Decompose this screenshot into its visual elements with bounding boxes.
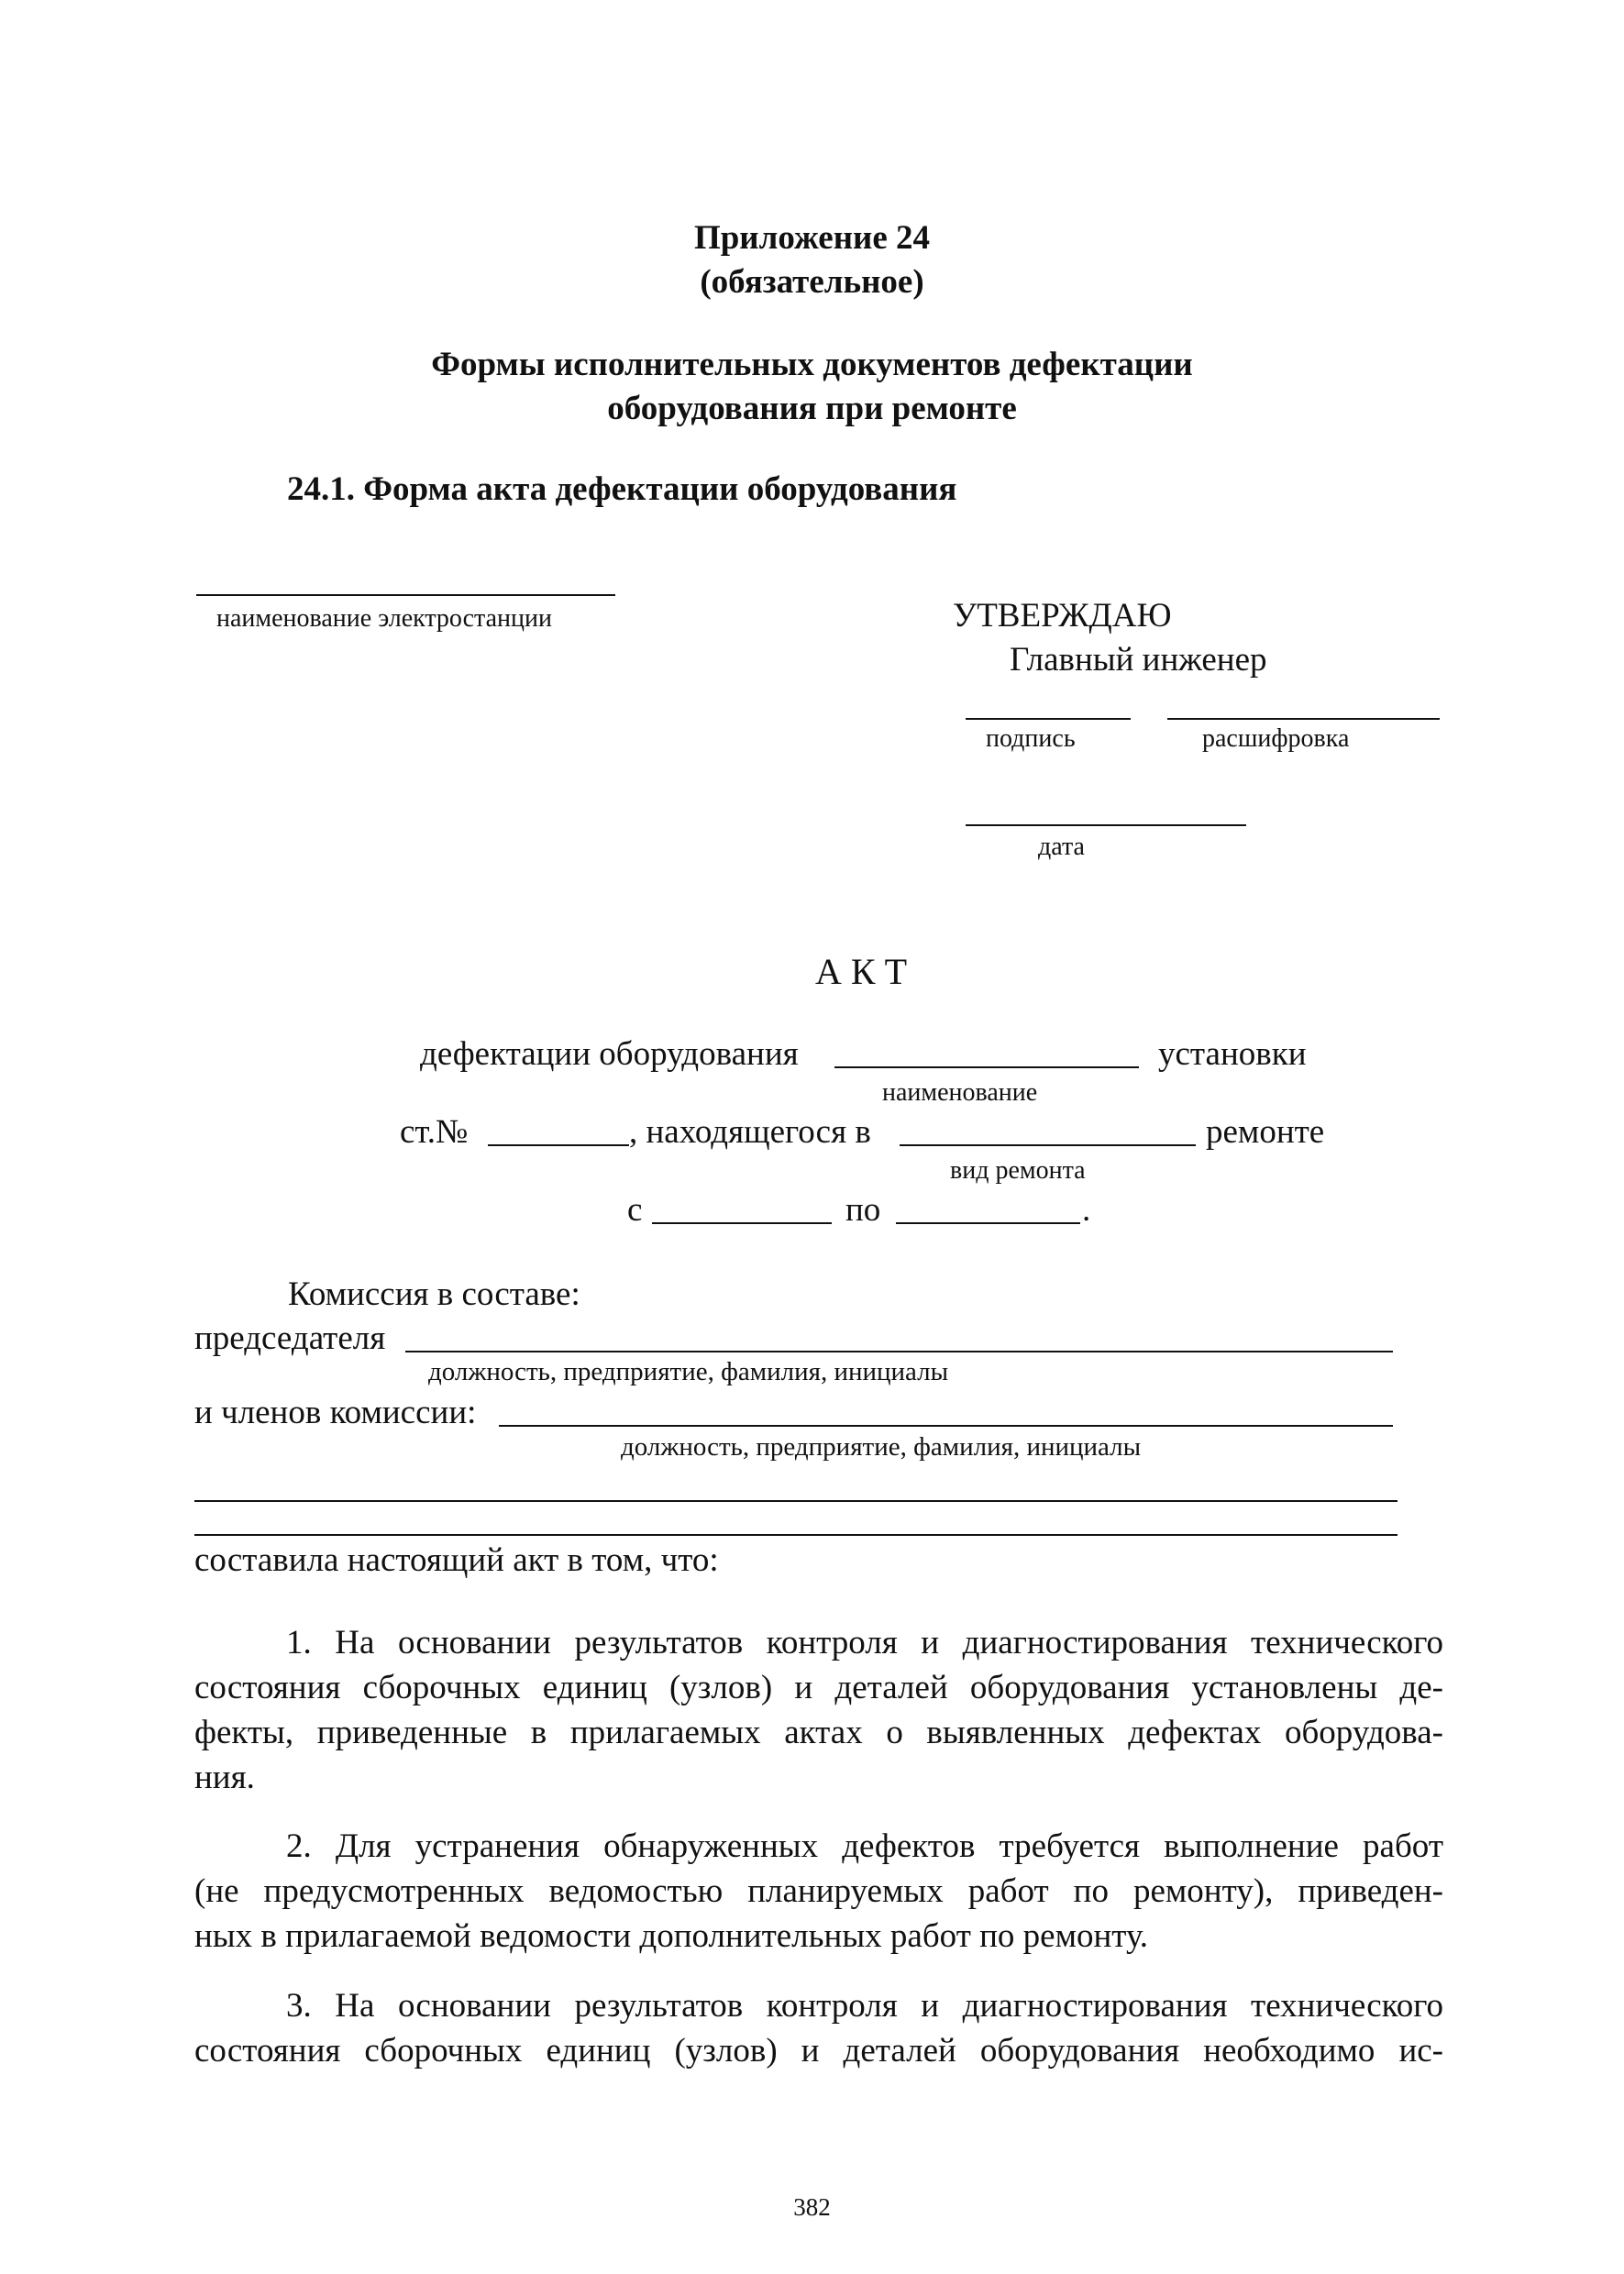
act-title: АКТ — [815, 951, 916, 992]
decoding-field-line — [1167, 718, 1440, 720]
members-label: и членов комиссии: — [194, 1394, 477, 1431]
chairman-caption: должность, предприятие, фамилия, инициалы — [428, 1357, 949, 1386]
document-heading-line-1: Формы исполнительных документов дефектации — [431, 346, 1193, 383]
commission-intro: Комиссия в составе: — [288, 1275, 580, 1313]
item-2 — [194, 1824, 1443, 1959]
item-line: ных в прилагаемой ведомости дополнительных работ по ремонту. — [194, 1917, 1149, 1955]
item-1 — [194, 1620, 1443, 1800]
repair-type-field-line[interactable] — [900, 1144, 1196, 1146]
repair-type-caption: вид ремонта — [950, 1156, 1086, 1185]
act-equipment-label: дефектации оборудования — [420, 1035, 799, 1073]
chairman-field-line[interactable] — [405, 1351, 1393, 1352]
period-to-field-line[interactable] — [896, 1222, 1080, 1224]
approval-role: Главный инженер — [1010, 641, 1267, 679]
located-in-label: , находящегося в — [629, 1113, 871, 1151]
members-extra-line-2[interactable] — [194, 1534, 1398, 1536]
date-field-line — [966, 824, 1246, 826]
members-caption: должность, предприятие, фамилия, инициалы — [621, 1432, 1142, 1462]
item-3 — [194, 1983, 1443, 2073]
decoding-caption: расшифровка — [1202, 724, 1350, 753]
plant-name-field-line — [196, 594, 615, 596]
chairman-label: председателя — [194, 1319, 386, 1357]
item-line: состояния сборочных единиц (узлов) и деталей оборудования установлены де- — [194, 1669, 1443, 1706]
signature-caption: подпись — [986, 724, 1076, 753]
installation-name-caption: наименование — [882, 1078, 1038, 1107]
appendix-title: Приложение 24 — [693, 219, 931, 257]
item-line: 3. На основании результатов контроля и диагностирования технического — [286, 1987, 1443, 2025]
signature-field-line — [966, 718, 1131, 720]
item-line: 2. Для устранения обнаруженных дефектов требуется выполнение работ — [286, 1827, 1443, 1865]
document-heading-line-2: оборудования при ремонте — [607, 390, 1017, 427]
plant-name-caption: наименование электростанции — [216, 604, 552, 633]
section-title: 24.1. Форма акта дефектации оборудования — [287, 470, 957, 508]
period-to-label: по — [845, 1191, 881, 1229]
item-line: состояния сборочных единиц (узлов) и деталей оборудования необходимо ис- — [194, 2032, 1443, 2070]
item-line: (не предусмотренных ведомостью планируемых работ по ремонту), приведен- — [194, 1872, 1443, 1910]
members-extra-line-1[interactable] — [194, 1500, 1398, 1502]
station-number-field-line[interactable] — [488, 1144, 629, 1146]
date-caption: дата — [1038, 833, 1085, 861]
item-line: фекты, приведенные в прилагаемых актах о выявленных дефектах оборудова- — [194, 1714, 1443, 1751]
approval-label: УТВЕРЖДАЮ — [953, 597, 1172, 635]
appendix-status: (обязательное) — [700, 263, 924, 301]
period-end-dot: . — [1082, 1191, 1091, 1229]
item-line: 1. На основании результатов контроля и диагностирования технического — [286, 1624, 1443, 1661]
station-number-label: ст.№ — [400, 1113, 469, 1151]
item-line: ния. — [194, 1759, 255, 1796]
commission-conclusion: составила настоящий акт в том, что: — [194, 1541, 719, 1579]
installation-name-field-line[interactable] — [834, 1066, 1139, 1068]
period-from-field-line[interactable] — [652, 1222, 832, 1224]
members-field-line[interactable] — [499, 1425, 1393, 1427]
installation-label: установки — [1158, 1035, 1307, 1073]
repair-label: ремонте — [1206, 1113, 1325, 1151]
period-from-label: с — [627, 1191, 643, 1229]
page-number: 382 — [793, 2193, 831, 2221]
